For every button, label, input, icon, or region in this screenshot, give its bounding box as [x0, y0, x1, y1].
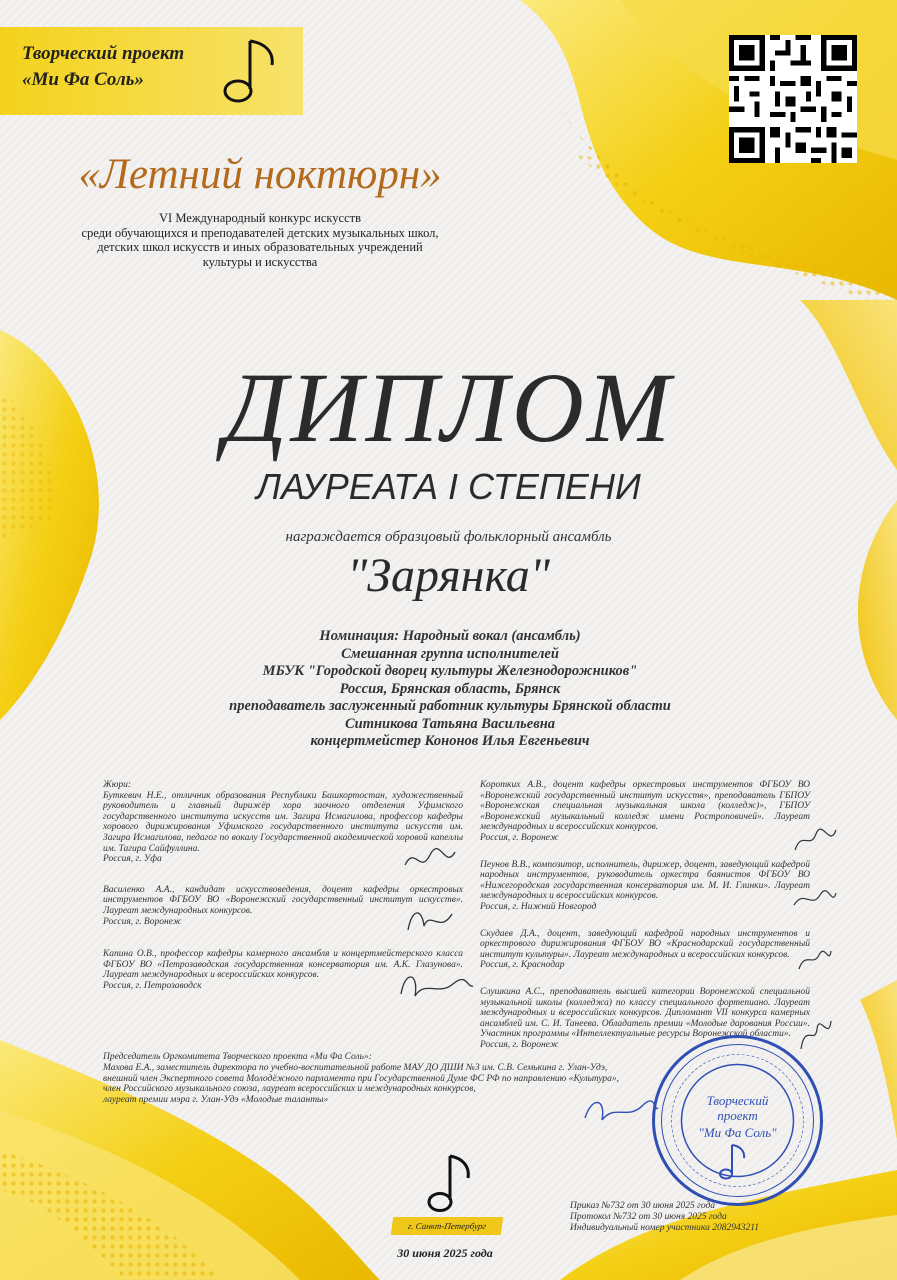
- group-line: Смешанная группа исполнителей: [341, 645, 559, 662]
- signature: [790, 885, 840, 915]
- jury-member: Пеунов В.В., композитор, исполнитель, дирижер, доцент, заведующий кафедрой народных инструментов, руководитель оркестра баянистов ФГБОУ ВО «Нижегородская государственная консерватория им. М. И. Глинки». Лауреат международных и всероссийских конкурсов. Россия, г. Нижний Новгород: [480, 859, 810, 912]
- institution-line: МБУК "Городской дворец культуры Железнодорожников": [262, 663, 638, 679]
- city-ribbon: г. Санкт-Петербург: [391, 1217, 504, 1235]
- jury-member: Жюри: Буткевич Н.Е., отличник образования Республики Башкортостан, художественный руководитель и главный дирижёр хора заочного отделения Уфимского государственного института искусств им. Загира Исмагилова, профессор кафедры хорового дирижирования Уфимского государственного института искусств им. Загира Исмагилова, педагог по вокалу Государственной академической хоровой капеллы им. Тагира Сайфуллина. Россия, г. Уфа: [103, 780, 463, 865]
- jury-member: Коротких А.В., доцент кафедры оркестровых инструментов ФГБОУ ВО «Воронежский государственный институт искусств», преподаватель ГБПОУ «Воронежская специальная музыкальная школа (колледж)», ГБПОУ «Воронежский музыкальный колледж имени Ростроповичей». Лауреат международных и всероссийских конкурсов. Россия, г. Воронеж: [480, 780, 810, 843]
- accompanist-line: концертмейстер Кононов Илья Евгеньевич: [310, 733, 590, 749]
- stamp-text-line1: Творческий: [706, 1093, 769, 1108]
- signature: [790, 820, 840, 860]
- logo-line1: Творческий проект: [22, 43, 185, 64]
- jury-member: Скудаев Д.А., доцент, заведующий кафедрой народных инструментов и оркестрового дирижирования ФГБОУ ВО «Краснодарский государственный институт культуры». Лауреат международных и всероссийских конкурсов. Россия, г. Краснодар: [480, 928, 810, 971]
- issue-date: 30 июня 2025 года: [397, 1246, 493, 1260]
- qr-code[interactable]: [729, 35, 857, 163]
- jury-member: Капина О.В., профессор кафедры камерного ансамбля и концертмейстерского класса ФГБОУ ВО «Петрозаводская государственная консерватория им. А.К. Глазунова». Лауреат международных и всероссийских конкурсов. Россия, г. Петрозаводск: [103, 949, 463, 991]
- subtitle-line: детских школ искусств и иных образовательных учреждений: [97, 240, 423, 254]
- jury-member: Василенко А.А., кандидат искусствоведения, доцент кафедры оркестровых инструментов ФГБОУ ВО «Воронежский государственный институт искусств». Лауреат международных конкурсов. Россия, г. Воронеж: [103, 884, 463, 927]
- signature: [400, 900, 460, 940]
- stamp-text-line2: проект: [717, 1108, 758, 1123]
- nomination-line: Номинация: Народный вокал (ансамбль): [319, 628, 581, 644]
- order-line: Приказ №732 от 30 июня 2025 года: [570, 1201, 716, 1211]
- jury-column-right: [480, 780, 810, 1068]
- teacher-name-line: Ситникова Татьяна Васильевна: [344, 715, 556, 732]
- signature: [400, 840, 460, 880]
- location-line: Россия, Брянская область, Брянск: [339, 680, 561, 697]
- jury-member: Слушкина А.С., преподаватель высшей категории Воронежской специальной музыкальной школы (колледжа) по классу специального фортепиано. Лауреат международных и всероссийских конкурсов. Дипломант VII конкурса камерных ансамблей им. С. И. Танеева. Обладатель премии «Молодые дарования России». Участник программы «Интеллектуальные ресурсы Воронежской области». Россия, г. Воронеж: [480, 986, 810, 1050]
- subtitle-line: VI Международный конкурс искусств: [159, 211, 361, 225]
- awarded-text: награждается образцовый фольклорный ансамбль: [285, 529, 612, 545]
- stamp-text-line3: "Ми Фа Соль": [698, 1125, 777, 1140]
- teacher-title-line: преподаватель заслуженный работник культуры Брянской области: [229, 698, 671, 714]
- subtitle-line: культуры и искусства: [202, 254, 318, 269]
- organizing-committee-chair: Председатель Оргкомитета Творческого проекта «Ми Фа Соль»: Махова Е.А., заместитель директора по учебно-воспитательной работе МАУ ДО ДШИ №3 им. С.В. Семькина г. Улан-Удэ, внешний член Экспертного совета Молодёжного парламента при Государственной Думе ФС РФ по направлению «Культура», член Российского музыкального союза, лауреат всероссийских и международных конкурсов, лауреат премии мэра г. Улан-Удэ «Молодые таланты»: [103, 1052, 620, 1106]
- music-note-icon: [418, 1150, 478, 1216]
- protocol-line: Протокол №732 от 30 июня 2025 года: [570, 1211, 727, 1222]
- award-details: [100, 628, 800, 751]
- degree-heading: ЛАУРЕАТА I СТЕПЕНИ: [256, 466, 641, 507]
- logo-line2: «Ми Фа Соль»: [22, 69, 144, 90]
- signature: [395, 966, 475, 1006]
- event-title: «Летний ноктюрн»: [78, 151, 442, 198]
- protocol-info: [570, 1201, 810, 1233]
- awardee-name: "Зарянка": [347, 549, 550, 602]
- music-note-icon: [212, 35, 282, 107]
- participant-number-line: Индивидуальный номер участника 2082943211: [570, 1222, 760, 1233]
- competition-subtitle: [40, 211, 480, 269]
- official-stamp: [650, 1033, 825, 1208]
- subtitle-line: среди обучающихся и преподавателей детских музыкальных школ,: [81, 225, 439, 240]
- diploma-heading: ДИПЛОМ: [223, 352, 674, 463]
- signature: [795, 945, 835, 975]
